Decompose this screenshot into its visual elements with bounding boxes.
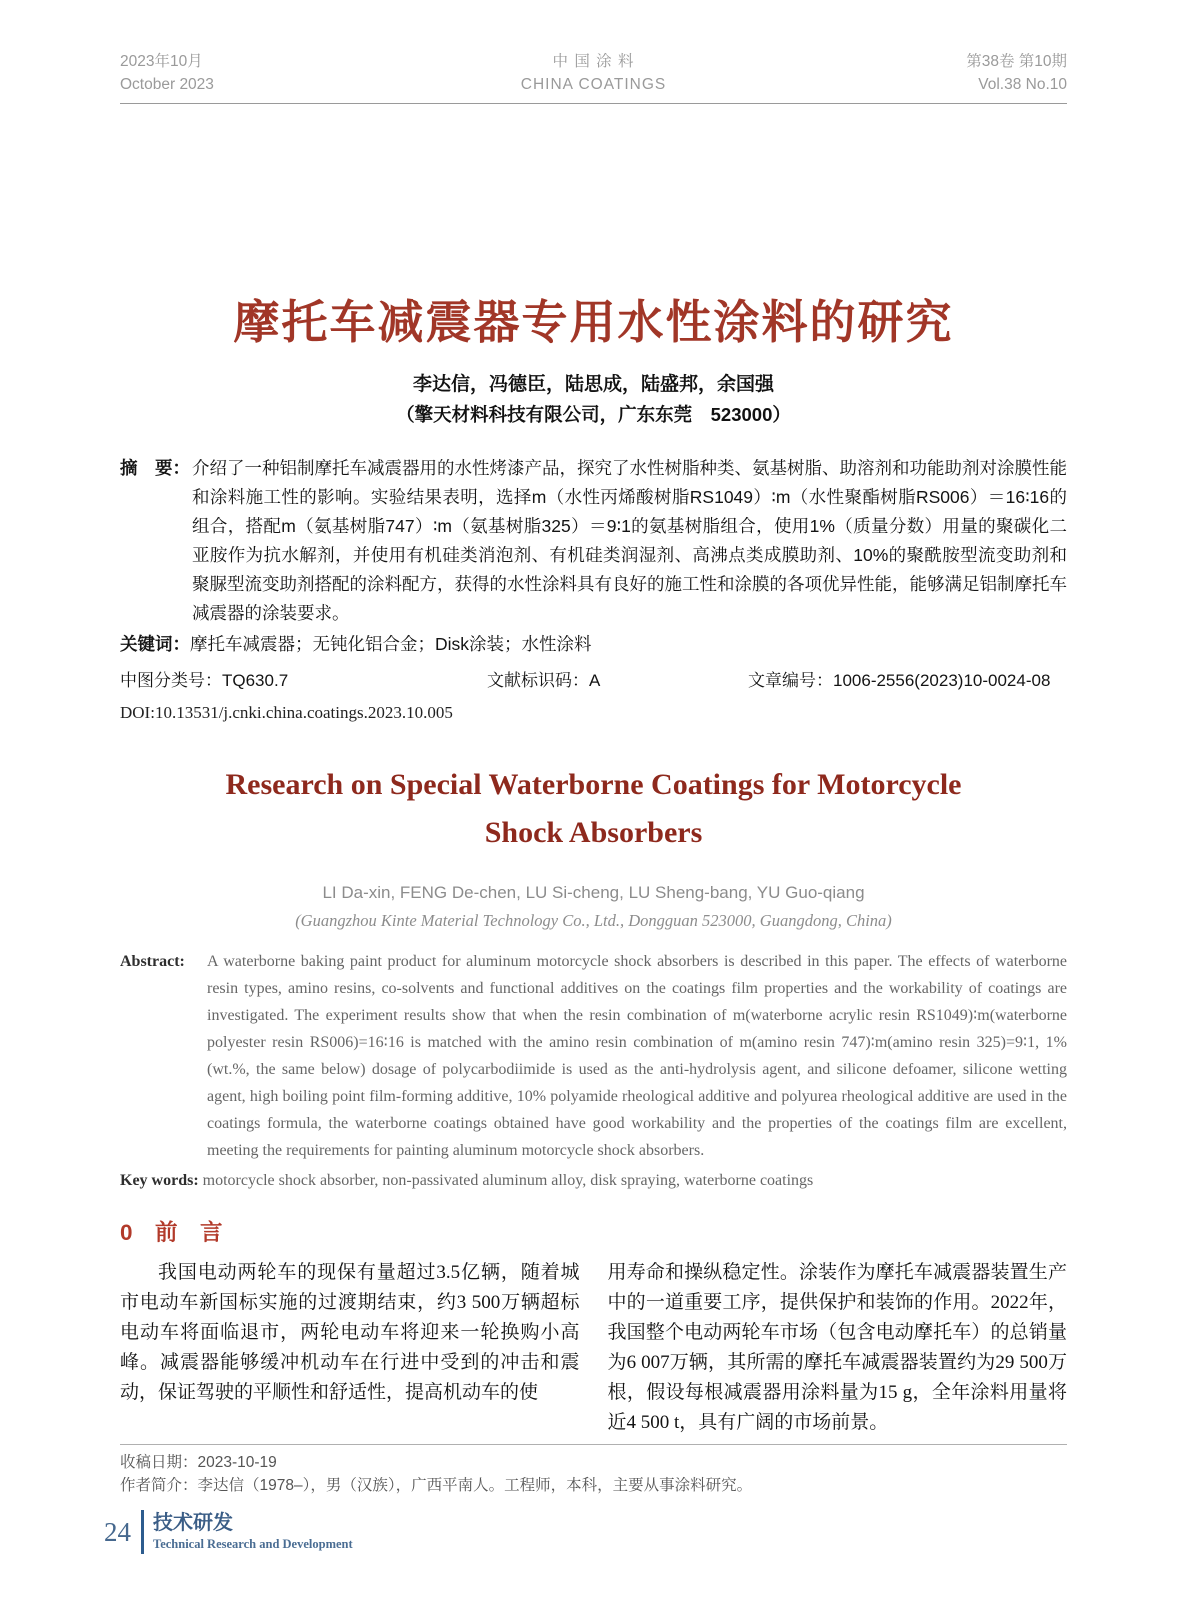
footnote [120, 1444, 1067, 1497]
issue-zh: 第38卷 第10期 [966, 53, 1068, 70]
classification-row [120, 668, 1067, 693]
clc-number: 中图分类号：TQ630.7 [120, 671, 289, 690]
authors-zh: 李达信，冯德臣，陆思成，陆盛邦，余国强 [412, 374, 774, 395]
keywords-en [120, 1167, 1067, 1194]
affiliation-en: (Guangzhou Kinte Material Technology Co., Ltd., Dongguan 523000, Guangdong, China) [295, 911, 892, 930]
page-footer [104, 1510, 353, 1554]
page-number: 24 [104, 1516, 131, 1547]
article-number: 文章编号：1006-2556(2023)10-0024-08 [748, 671, 1051, 690]
affiliation-zh: （擎天材料科技有限公司，广东东莞 523000） [396, 404, 791, 425]
document-code: 文献标识码：A [487, 671, 601, 690]
running-head-date [120, 50, 436, 96]
author-bio: 作者简介：李达信（1978–），男（汉族），广西平南人。工程师，本科，主要从事涂料研究。 [120, 1477, 753, 1494]
journal-name-en: CHINA COATINGS [520, 76, 667, 93]
intro-column-right: 用寿命和操纵稳定性。涂装作为摩托车减震器装置生产中的一道重要工序，提供保护和装饰的作用。2022年，我国整个电动两轮车市场（包含电动摩托车）的总销量为6 007万辆，其所需的摩托车减震器装置约为29 500万根，假设每根减震器用涂料量为15 g，全年涂料用量将近4 500 t，具有广阔的市场前景。 [607, 1262, 1067, 1433]
doi: DOI:10.13531/j.cnki.china.coatings.2023.10.005 [120, 703, 453, 722]
keywords-label-en: Key words: [120, 1172, 199, 1189]
article-title-en [120, 761, 1067, 857]
abstract-en [120, 948, 1067, 1164]
abstract-text-zh: 介绍了一种铝制摩托车减震器用的水性烤漆产品，探究了水性树脂种类、氨基树脂、助溶剂和功能助剂对涂膜性能和涂料施工性的影响。实验结果表明，选择m（水性丙烯酸树脂RS1049）∶m（水性聚酯树脂RS006）＝16∶16的组合，搭配m（氨基树脂747）∶m（氨基树脂325）＝9∶1的氨基树脂组合，使用1%（质量分数）用量的聚碳化二亚胺作为抗水解剂，并使用有机硅类消泡剂、有机硅类润湿剂、高沸点类成膜助剂、10%的聚酰胺型流变助剂和聚脲型流变助剂搭配的涂料配方，获得的水性涂料具有良好的施工性和涂膜的各项优异性能，能够满足铝制摩托车减震器的涂装要求。 [192, 458, 1067, 623]
abstract-label-zh: 摘 要： [120, 458, 190, 478]
keywords-text-en: motorcycle shock absorber, non-passivated aluminum alloy, disk spraying, waterborne coatings [202, 1172, 814, 1189]
article-title-en-line2: Shock Absorbers [484, 816, 703, 849]
authors-en: LI Da-xin, FENG De-chen, LU Si-cheng, LU Sheng-bang, YU Guo-qiang [322, 883, 865, 902]
abstract-label-en: Abstract: [120, 953, 185, 970]
article-title-zh: 摩托车减震器专用水性涂料的研究 [233, 296, 954, 348]
journal-name-zh: 中 国 涂 料 [552, 53, 635, 70]
intro-columns [120, 1258, 1067, 1438]
section-heading-intro: 0 前 言 [120, 1220, 223, 1245]
date-zh: 2023年10月 [120, 53, 203, 70]
intro-column-left: 我国电动两轮车的现保有量超过3.5亿辆，随着城市电动车新国标实施的过渡期结束，约3 500万辆超标电动车将面临退市，两轮电动车将迎来一轮换购小高峰。减震器能够缓冲机动车在行进中受到的冲击和震动，保证驾驶的平顺性和舒适性，提高机动车的使 [120, 1262, 580, 1403]
running-head-journal [436, 50, 752, 96]
footer-section-en: Technical Research and Development [153, 1537, 353, 1551]
abstract-text-en: A waterborne baking paint product for aluminum motorcycle shock absorbers is described in this paper. The effects of waterborne resin types, amino resins, co-solvents and functional additives on the coatings film properties and the workability of coatings are investigated. The experiment results show that when the resin combination of m(waterborne acrylic resin RS1049)∶m(waterborne polyester resin RS006)=16∶16 is matched with the amino resin combination of m(amino resin 747)∶m(amino resin 325)=9∶1, 1% (wt.%, the same below) dosage of polycarbodiimide is used as the anti-hydrolysis agent, and silicone defoamer, silicone wetting agent, high boiling point film-forming additive, 10% polyamide rheological additive and polyurea rheological additive are used in the coatings formula, the waterborne coatings obtained have good workability and the properties of the coatings film are excellent, meeting the requirements for painting aluminum motorcycle shock absorbers. [207, 953, 1067, 1159]
footer-divider-bar [141, 1510, 144, 1554]
article-title-en-line1: Research on Special Waterborne Coatings for Motorcycle [225, 768, 962, 801]
abstract-zh [120, 454, 1067, 628]
keywords-text-zh: 摩托车减震器；无钝化铝合金；Disk涂装；水性涂料 [190, 634, 592, 654]
running-head-issue [751, 50, 1067, 96]
footer-section-zh: 技术研发 [153, 1512, 233, 1534]
footer-section [153, 1511, 353, 1553]
running-head [120, 0, 1067, 104]
received-date: 收稿日期：2023-10-19 [120, 1454, 277, 1471]
keywords-label-zh: 关键词： [120, 634, 190, 654]
issue-en: Vol.38 No.10 [978, 76, 1068, 93]
page-content [120, 0, 1067, 1497]
keywords-zh [120, 630, 1067, 659]
date-en: October 2023 [120, 76, 214, 93]
